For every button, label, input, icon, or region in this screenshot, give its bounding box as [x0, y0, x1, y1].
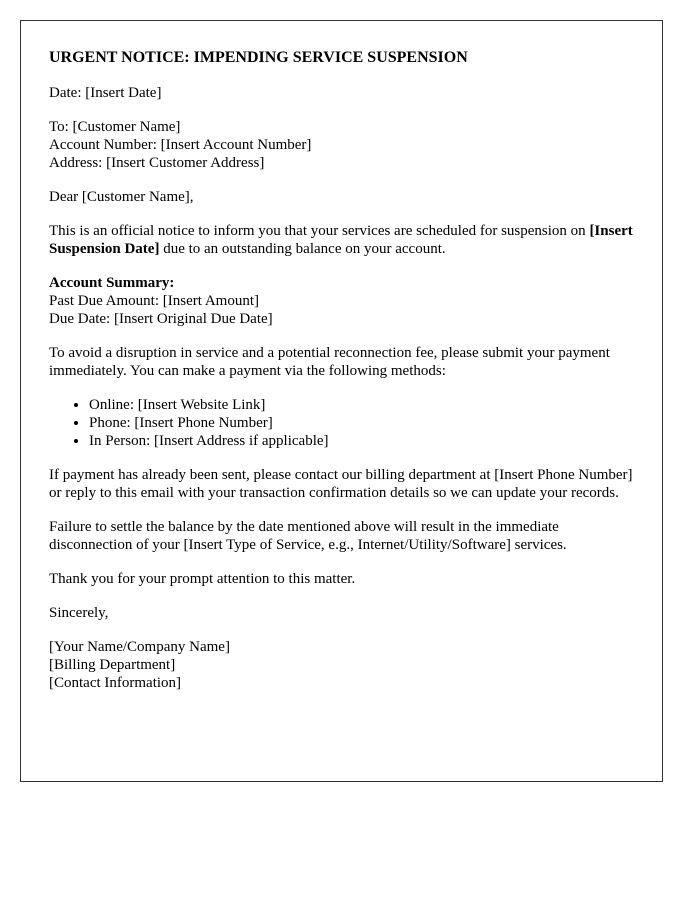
account-summary: [49, 274, 634, 328]
due-date: Due Date: [Insert Original Due Date]: [49, 311, 273, 327]
salutation: Dear [Customer Name],: [49, 189, 194, 205]
closing: Sincerely,: [49, 605, 109, 621]
payment-intro: To avoid a disruption in service and a potential reconnection fee, please submit your payment immediately. You can make a payment via the following methods:: [49, 345, 610, 379]
intro-paragraph: [49, 222, 634, 258]
intro-after: due to an outstanding balance on your account.: [159, 241, 446, 257]
suspension-date: [Insert Suspension Date]: [49, 223, 633, 257]
payment-method-phone: • Phone: [Insert Phone Number]: [89, 414, 634, 432]
recipient-to: To: [Customer Name]: [49, 119, 181, 135]
date-line: Date: [Insert Date]: [49, 85, 162, 101]
payment-methods-list: [49, 396, 634, 450]
recipient-block: [49, 118, 634, 172]
signature-contact: [Contact Information]: [49, 675, 182, 691]
signature-name: [Your Name/Company Name]: [49, 639, 230, 655]
thanks-line: Thank you for your prompt attention to this matter.: [49, 571, 356, 587]
letter: [20, 20, 663, 782]
signature-block: [49, 638, 634, 692]
summary-heading: Account Summary:: [49, 275, 175, 291]
already-paid-paragraph: If payment has already been sent, please contact our billing department at [Insert Phone Number] or reply to this email with your transaction confirmation details so we can update your records.: [49, 467, 633, 501]
signature-dept: [Billing Department]: [49, 657, 176, 673]
failure-paragraph: Failure to settle the balance by the date mentioned above will result in the immediate disconnection of your [Insert Type of Service, e.g., Internet/Utility/Software] services.: [49, 519, 567, 553]
recipient-account: Account Number: [Insert Account Number]: [49, 137, 312, 153]
letter-title: URGENT NOTICE: IMPENDING SERVICE SUSPENSION: [49, 49, 468, 66]
intro-before: This is an official notice to inform you that your services are scheduled for suspension on: [49, 223, 590, 239]
recipient-address: Address: [Insert Customer Address]: [49, 155, 265, 171]
payment-method-in-person: • In Person: [Insert Address if applicable]: [89, 432, 634, 450]
past-due-amount: Past Due Amount: [Insert Amount]: [49, 293, 259, 309]
payment-method-online: • Online: [Insert Website Link]: [89, 396, 634, 414]
